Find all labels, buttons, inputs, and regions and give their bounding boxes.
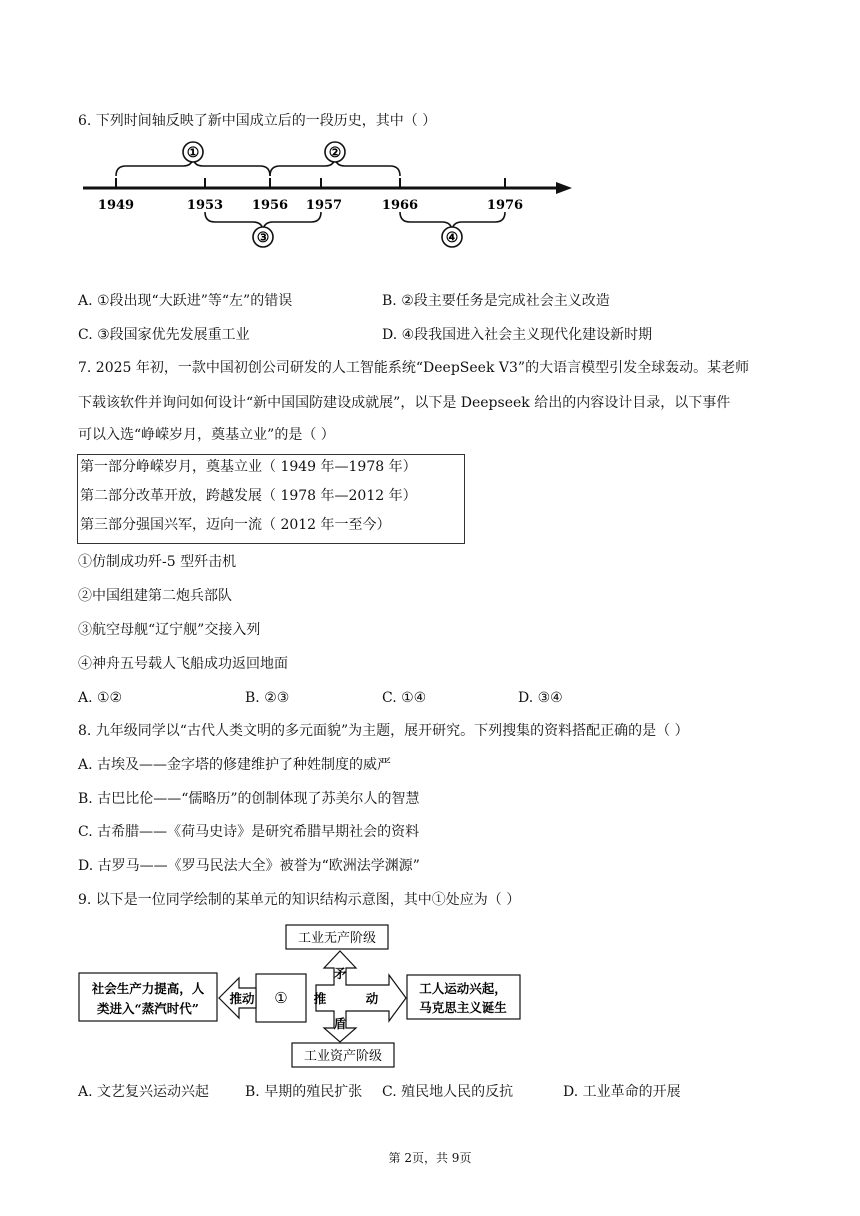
q7-item: ④神舟五号载人飞船成功返回地面: [78, 656, 288, 672]
q7-option-c[interactable]: C. ①④: [382, 690, 427, 706]
marker-2: ②: [328, 145, 342, 161]
year-label: 1949: [97, 198, 135, 213]
q8-option-d[interactable]: D. 古罗马——《罗马民法大全》被誉为“欧洲法学渊源”: [78, 858, 420, 874]
arrow-right-label-b: 动: [365, 991, 379, 1006]
q7-option-a[interactable]: A. ①②: [78, 690, 123, 706]
box-workers-line1: 工人运动兴起，: [419, 981, 507, 996]
q6-option-b[interactable]: B. ②段主要任务是完成社会主义改造: [382, 293, 610, 309]
q7-box-row: 第三部分强国兴军，迈向一流（ 2012 年一至今）: [80, 517, 391, 533]
q7-stem-line: 7. 2025 年初，一款中国初创公司研发的人工智能系统“DeepSeek V3”的大语言模型引发全球轰动。某老师: [78, 360, 750, 376]
year-label: 1956: [251, 198, 289, 213]
q9-option-c[interactable]: C. 殖民地人民的反抗: [382, 1084, 514, 1100]
q7-item: ③航空母舰“辽宁舰”交接入列: [78, 622, 261, 638]
q7-option-b[interactable]: B. ②③: [245, 690, 290, 706]
q7-stem-line: 可以入选“峥嵘岁月，奠基立业”的是（ ）: [78, 427, 335, 443]
q7-outline-box: [77, 454, 465, 544]
q8-option-a[interactable]: A. 古埃及——金字塔的修建维护了种姓制度的威严: [78, 757, 392, 773]
timeline-arrowhead: [556, 182, 572, 194]
q7-stem-line: 下载该软件并询问如何设计“新中国国防建设成就展”，以下是 Deepseek 给出的内容设计目录，以下事件: [78, 395, 731, 411]
arrow-right-label-a: 推: [313, 991, 327, 1006]
q7-option-d[interactable]: D. ③④: [518, 690, 563, 706]
q7-item: ②中国组建第二炮兵部队: [78, 588, 232, 604]
page-footer: 第 2页，共 9页: [388, 1151, 472, 1165]
box-productivity-line1: 社会生产力提高，人: [91, 981, 205, 996]
q6-option-d[interactable]: D. ④段我国进入社会主义现代化建设新时期: [382, 327, 653, 343]
year-label: 1966: [381, 198, 419, 213]
q8-option-b[interactable]: B. 古巴比伦——“儒略历”的创制体现了苏美尔人的智慧: [78, 791, 420, 807]
arrow-left-label: 推动: [229, 991, 255, 1006]
arrow-down-label: 盾: [333, 1016, 347, 1031]
box-workers-line2: 马克思主义诞生: [419, 1000, 507, 1015]
q7-item: ①仿制成功歼-5 型歼击机: [78, 554, 237, 570]
marker-3: ③: [256, 230, 270, 246]
q8-option-c[interactable]: C. 古希腊——《荷马史诗》是研究希腊早期社会的资料: [78, 824, 420, 840]
box-productivity-line2: 类进入“蒸汽时代”: [97, 1001, 199, 1016]
q7-box-row: 第一部分峥嵘岁月，奠基立业（ 1949 年—1978 年）: [80, 459, 417, 475]
box-bourgeoisie-label: 工业资产阶级: [303, 1049, 383, 1064]
box-center-label: ①: [274, 989, 288, 1007]
year-label: 1976: [486, 198, 524, 213]
q9-option-a[interactable]: A. 文艺复兴运动兴起: [78, 1084, 210, 1100]
year-label: 1957: [305, 198, 343, 213]
q6-option-c[interactable]: C. ③段国家优先发展重工业: [78, 327, 250, 343]
q6-stem: 6. 下列时间轴反映了新中国成立后的一段历史，其中（ ）: [78, 113, 437, 129]
marker-4: ④: [445, 230, 459, 246]
q7-box-row: 第二部分改革开放，跨越发展（ 1978 年—2012 年）: [80, 488, 417, 504]
q8-stem: 8. 九年级同学以“古代人类文明的多元面貌”为主题，展开研究。下列搜集的资料搭配正确的是（ ）: [78, 723, 689, 739]
box-proletariat-label: 工业无产阶级: [297, 931, 377, 946]
year-label: 1953: [186, 198, 224, 213]
q6-timeline: [80, 140, 580, 252]
four-way-arrow: [313, 951, 406, 1042]
marker-1: ①: [186, 145, 200, 161]
q9-structure-diagram: [76, 922, 526, 1072]
q6-option-a[interactable]: A. ①段出现“大跃进”等“左”的错误: [78, 293, 293, 309]
q9-option-d[interactable]: D. 工业革命的开展: [563, 1084, 681, 1100]
arrow-up-label: 矛: [333, 966, 347, 981]
q9-option-b[interactable]: B. 早期的殖民扩张: [245, 1084, 363, 1100]
q9-stem: 9. 以下是一位同学绘制的某单元的知识结构示意图，其中①处应为（ ）: [78, 892, 521, 908]
